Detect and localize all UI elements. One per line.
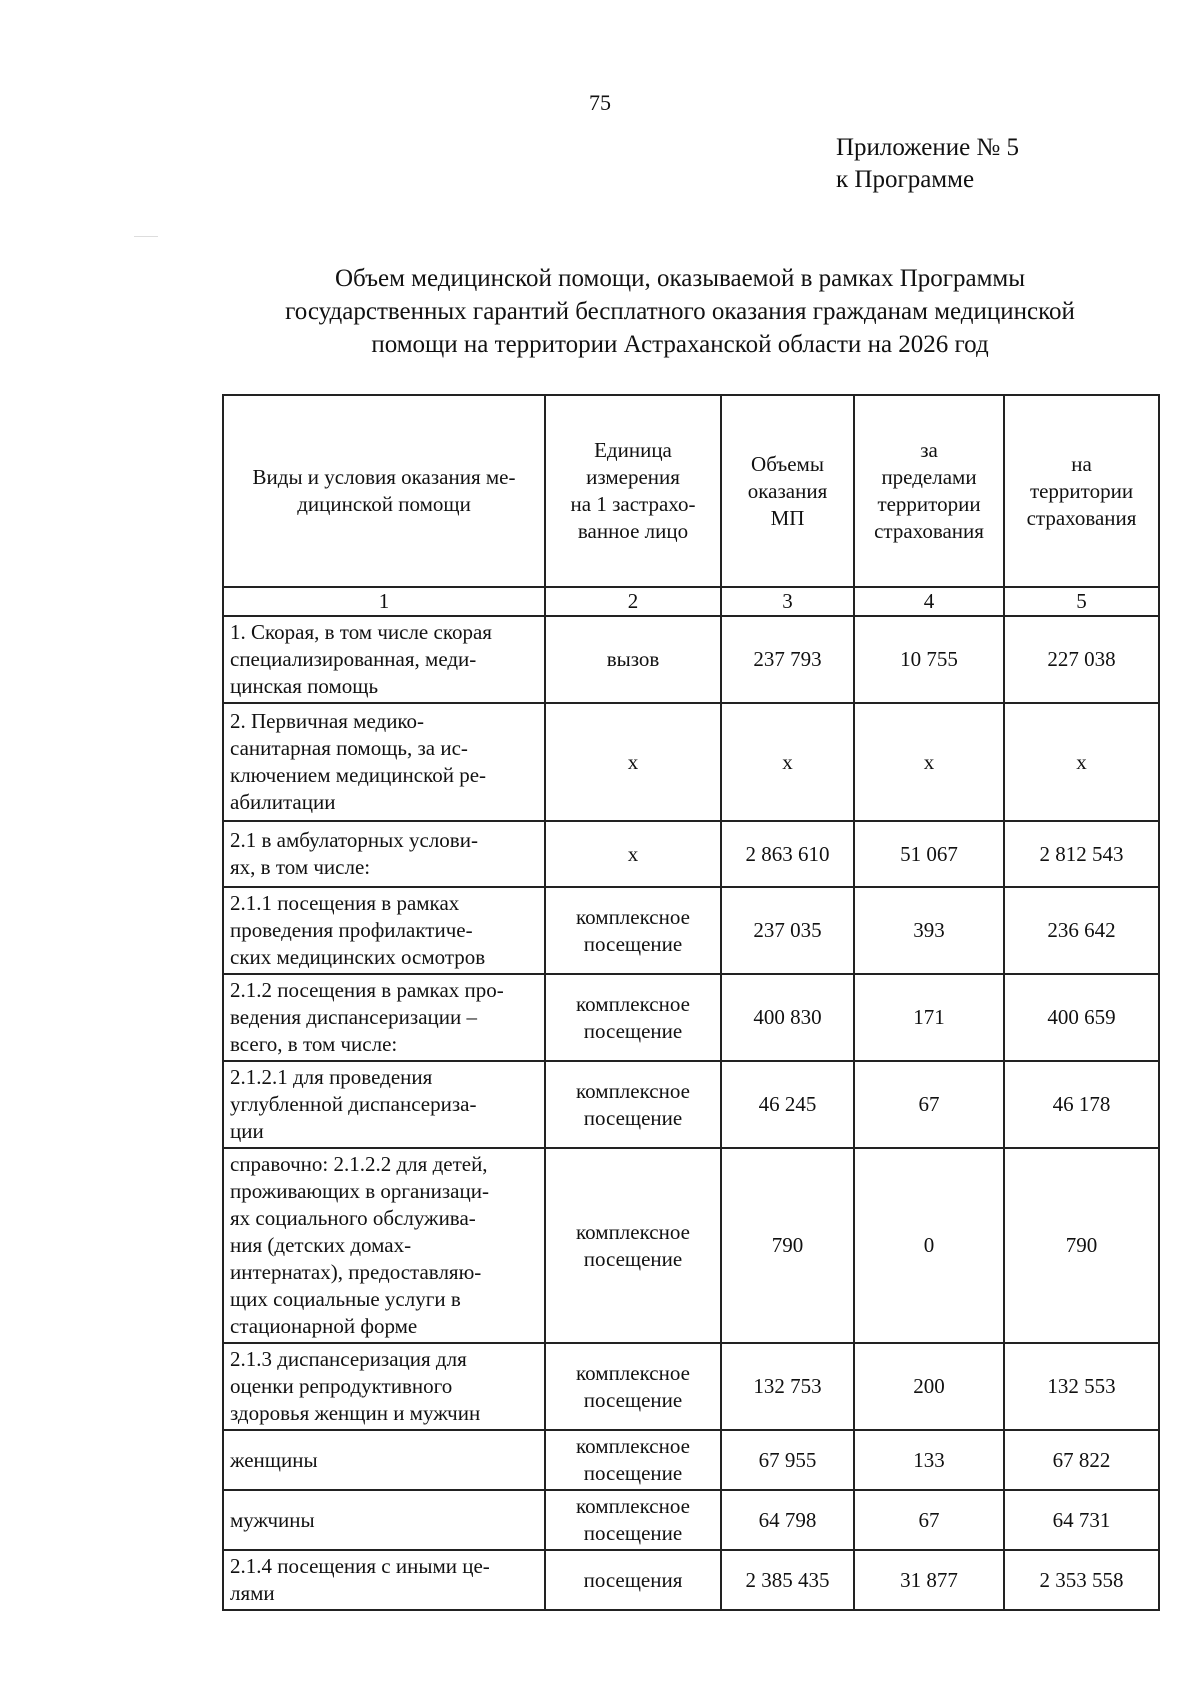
- table-row: [223, 974, 1159, 1061]
- outside-territory-cell: 200: [854, 1343, 1004, 1430]
- table-row: [223, 1550, 1159, 1610]
- care-type-cell: 2.1.3 диспансеризация для оценки репродуктивного здоровья женщин и мужчин: [223, 1343, 545, 1430]
- total-volume-cell: 64 798: [721, 1490, 854, 1550]
- header-unit: Единица измерения на 1 застрахо- ванное лицо: [545, 395, 721, 587]
- inside-territory-cell: 46 178: [1004, 1061, 1159, 1148]
- unit-cell: комплексное посещение: [545, 1148, 721, 1343]
- outside-territory-cell: 393: [854, 887, 1004, 974]
- unit-cell: комплексное посещение: [545, 974, 721, 1061]
- inside-territory-cell: 790: [1004, 1148, 1159, 1343]
- column-number: 3: [721, 587, 854, 616]
- outside-territory-cell: 67: [854, 1061, 1004, 1148]
- table-body: [223, 587, 1159, 1610]
- care-type-cell: 2.1.4 посещения с иными це- лями: [223, 1550, 545, 1610]
- total-volume-cell: 46 245: [721, 1061, 854, 1148]
- document-title: [200, 262, 1160, 361]
- unit-cell: комплексное посещение: [545, 1061, 721, 1148]
- care-type-cell: 1. Скорая, в том числе скорая специализированная, меди- цинская помощь: [223, 616, 545, 703]
- inside-territory-cell: 236 642: [1004, 887, 1159, 974]
- outside-territory-cell: 10 755: [854, 616, 1004, 703]
- care-type-cell: 2. Первичная медико- санитарная помощь, за ис- ключением медицинской ре- абилитации: [223, 703, 545, 821]
- inside-territory-cell: 2 812 543: [1004, 821, 1159, 887]
- outside-territory-cell: 31 877: [854, 1550, 1004, 1610]
- table-row: [223, 1061, 1159, 1148]
- table-row: [223, 703, 1159, 821]
- care-type-cell: 2.1 в амбулаторных услови- ях, в том числе:: [223, 821, 545, 887]
- appendix-line-2: к Программе: [836, 166, 975, 193]
- table-row: [223, 616, 1159, 703]
- outside-territory-cell: 171: [854, 974, 1004, 1061]
- column-number: 4: [854, 587, 1004, 616]
- total-volume-cell: 790: [721, 1148, 854, 1343]
- care-type-cell: мужчины: [223, 1490, 545, 1550]
- unit-cell: х: [545, 703, 721, 821]
- unit-cell: комплексное посещение: [545, 1490, 721, 1550]
- column-number: 1: [223, 587, 545, 616]
- care-type-cell: 2.1.2 посещения в рамках про- ведения диспансеризации – всего, в том числе:: [223, 974, 545, 1061]
- outside-territory-cell: 67: [854, 1490, 1004, 1550]
- inside-territory-cell: 400 659: [1004, 974, 1159, 1061]
- header-outside-territory: за пределами территории страхования: [854, 395, 1004, 587]
- inside-territory-cell: 132 553: [1004, 1343, 1159, 1430]
- appendix-reference: [836, 132, 1019, 196]
- total-volume-cell: 67 955: [721, 1430, 854, 1490]
- table-row: [223, 887, 1159, 974]
- outside-territory-cell: 51 067: [854, 821, 1004, 887]
- total-volume-cell: 2 385 435: [721, 1550, 854, 1610]
- inside-territory-cell: 67 822: [1004, 1430, 1159, 1490]
- total-volume-cell: 237 793: [721, 616, 854, 703]
- inside-territory-cell: 64 731: [1004, 1490, 1159, 1550]
- outside-territory-cell: 133: [854, 1430, 1004, 1490]
- unit-cell: посещения: [545, 1550, 721, 1610]
- unit-cell: комплексное посещение: [545, 1343, 721, 1430]
- table-row: [223, 1430, 1159, 1490]
- inside-territory-cell: 2 353 558: [1004, 1550, 1159, 1610]
- unit-cell: комплексное посещение: [545, 1430, 721, 1490]
- total-volume-cell: 237 035: [721, 887, 854, 974]
- scan-mark: [134, 236, 158, 237]
- table-row: [223, 821, 1159, 887]
- outside-territory-cell: 0: [854, 1148, 1004, 1343]
- header-total-volume: Объемы оказания МП: [721, 395, 854, 587]
- header-inside-territory: на территории страхования: [1004, 395, 1159, 587]
- page-number: 75: [589, 90, 611, 115]
- title-line-1: Объем медицинской помощи, оказываемой в рамках Программы: [334, 265, 1026, 292]
- column-number: 2: [545, 587, 721, 616]
- care-type-cell: 2.1.1 посещения в рамках проведения профилактиче- ских медицинских осмотров: [223, 887, 545, 974]
- total-volume-cell: 132 753: [721, 1343, 854, 1430]
- table-row: [223, 1343, 1159, 1430]
- appendix-line-1: Приложение № 5: [836, 134, 1020, 161]
- care-type-cell: справочно: 2.1.2.2 для детей, проживающих в организаци- ях социального обслужива- ния (детских домах- интернатах), предоставляю- щих социальные услуги в стационарной форме: [223, 1148, 545, 1343]
- inside-territory-cell: 227 038: [1004, 616, 1159, 703]
- unit-cell: комплексное посещение: [545, 887, 721, 974]
- inside-territory-cell: х: [1004, 703, 1159, 821]
- total-volume-cell: 400 830: [721, 974, 854, 1061]
- care-type-cell: 2.1.2.1 для проведения углубленной диспансериза- ции: [223, 1061, 545, 1148]
- table-header-row: [223, 395, 1159, 587]
- care-type-cell: женщины: [223, 1430, 545, 1490]
- unit-cell: вызов: [545, 616, 721, 703]
- total-volume-cell: 2 863 610: [721, 821, 854, 887]
- outside-territory-cell: х: [854, 703, 1004, 821]
- unit-cell: х: [545, 821, 721, 887]
- title-line-2: государственных гарантий бесплатного оказания гражданам медицинской: [285, 298, 1075, 325]
- column-number-row: [223, 587, 1159, 616]
- column-number: 5: [1004, 587, 1159, 616]
- header-care-type: Виды и условия оказания ме- дицинской помощи: [223, 395, 545, 587]
- table-row: [223, 1148, 1159, 1343]
- title-line-3: помощи на территории Астраханской области на 2026 год: [371, 331, 989, 358]
- table-row: [223, 1490, 1159, 1550]
- total-volume-cell: х: [721, 703, 854, 821]
- medical-care-volume-table: [222, 394, 1160, 1611]
